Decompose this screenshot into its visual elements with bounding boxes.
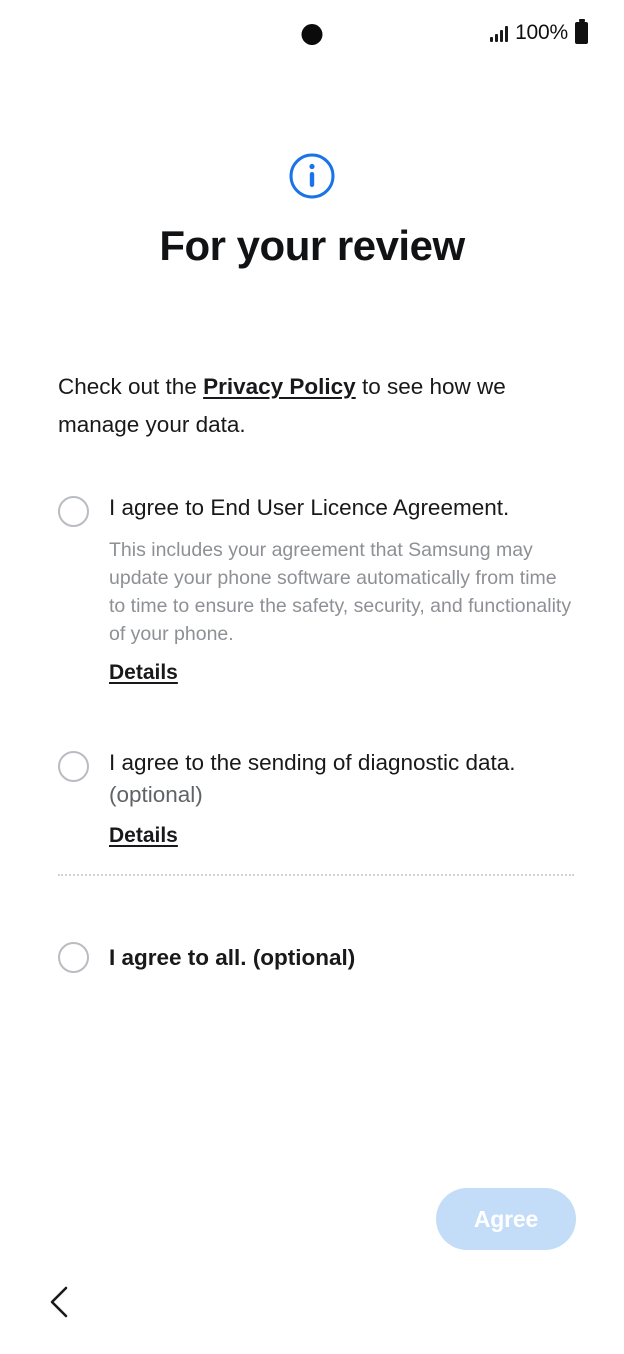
consent-description-eula: This includes your agreement that Samsung may update your phone software automatically from time to time to ensure the safety, security, and functionality of your phone. (109, 539, 572, 645)
agree-button[interactable]: Agree (436, 1188, 576, 1250)
intro-text (58, 368, 574, 444)
details-link-eula[interactable]: Details (109, 661, 178, 684)
consent-row-diagnostic[interactable] (58, 747, 574, 848)
main-content (58, 368, 574, 973)
radio-eula[interactable] (58, 496, 89, 527)
battery-full-icon (575, 22, 588, 44)
consent-optional-diagnostic: (optional) (109, 782, 203, 807)
consent-label-eula: I agree to End User Licence Agreement. (109, 495, 510, 520)
agree-all-optional: (optional) (252, 944, 356, 970)
privacy-policy-link[interactable]: Privacy Policy (203, 374, 356, 399)
status-bar-right (490, 21, 588, 45)
page-title: For your review (159, 222, 465, 269)
consent-row-eula[interactable] (58, 492, 574, 685)
info-circle-icon (288, 152, 336, 200)
section-spacer (58, 711, 574, 747)
front-camera-dot (302, 24, 323, 45)
signal-bars-icon (490, 25, 508, 42)
radio-diagnostic[interactable] (58, 751, 89, 782)
consent-body-eula (109, 492, 574, 685)
status-bar (0, 0, 624, 66)
radio-agree-all[interactable] (58, 942, 89, 973)
consent-label-agree-all (109, 945, 355, 971)
agree-all-text: I agree to all. (109, 944, 253, 970)
chevron-left-icon[interactable] (36, 1278, 84, 1326)
consent-body-diagnostic (109, 747, 574, 848)
intro-prefix: Check out the (58, 374, 204, 399)
consent-row-agree-all[interactable] (58, 942, 574, 973)
consent-label-diagnostic-text: I agree to the sending of diagnostic data. (109, 750, 516, 775)
dotted-divider (58, 874, 574, 876)
details-link-diagnostic[interactable]: Details (109, 824, 178, 847)
consent-label-diagnostic (109, 747, 574, 811)
intro-suffix: to see how we manage your data. (58, 374, 506, 437)
battery-percent-label: 100% (515, 21, 568, 44)
